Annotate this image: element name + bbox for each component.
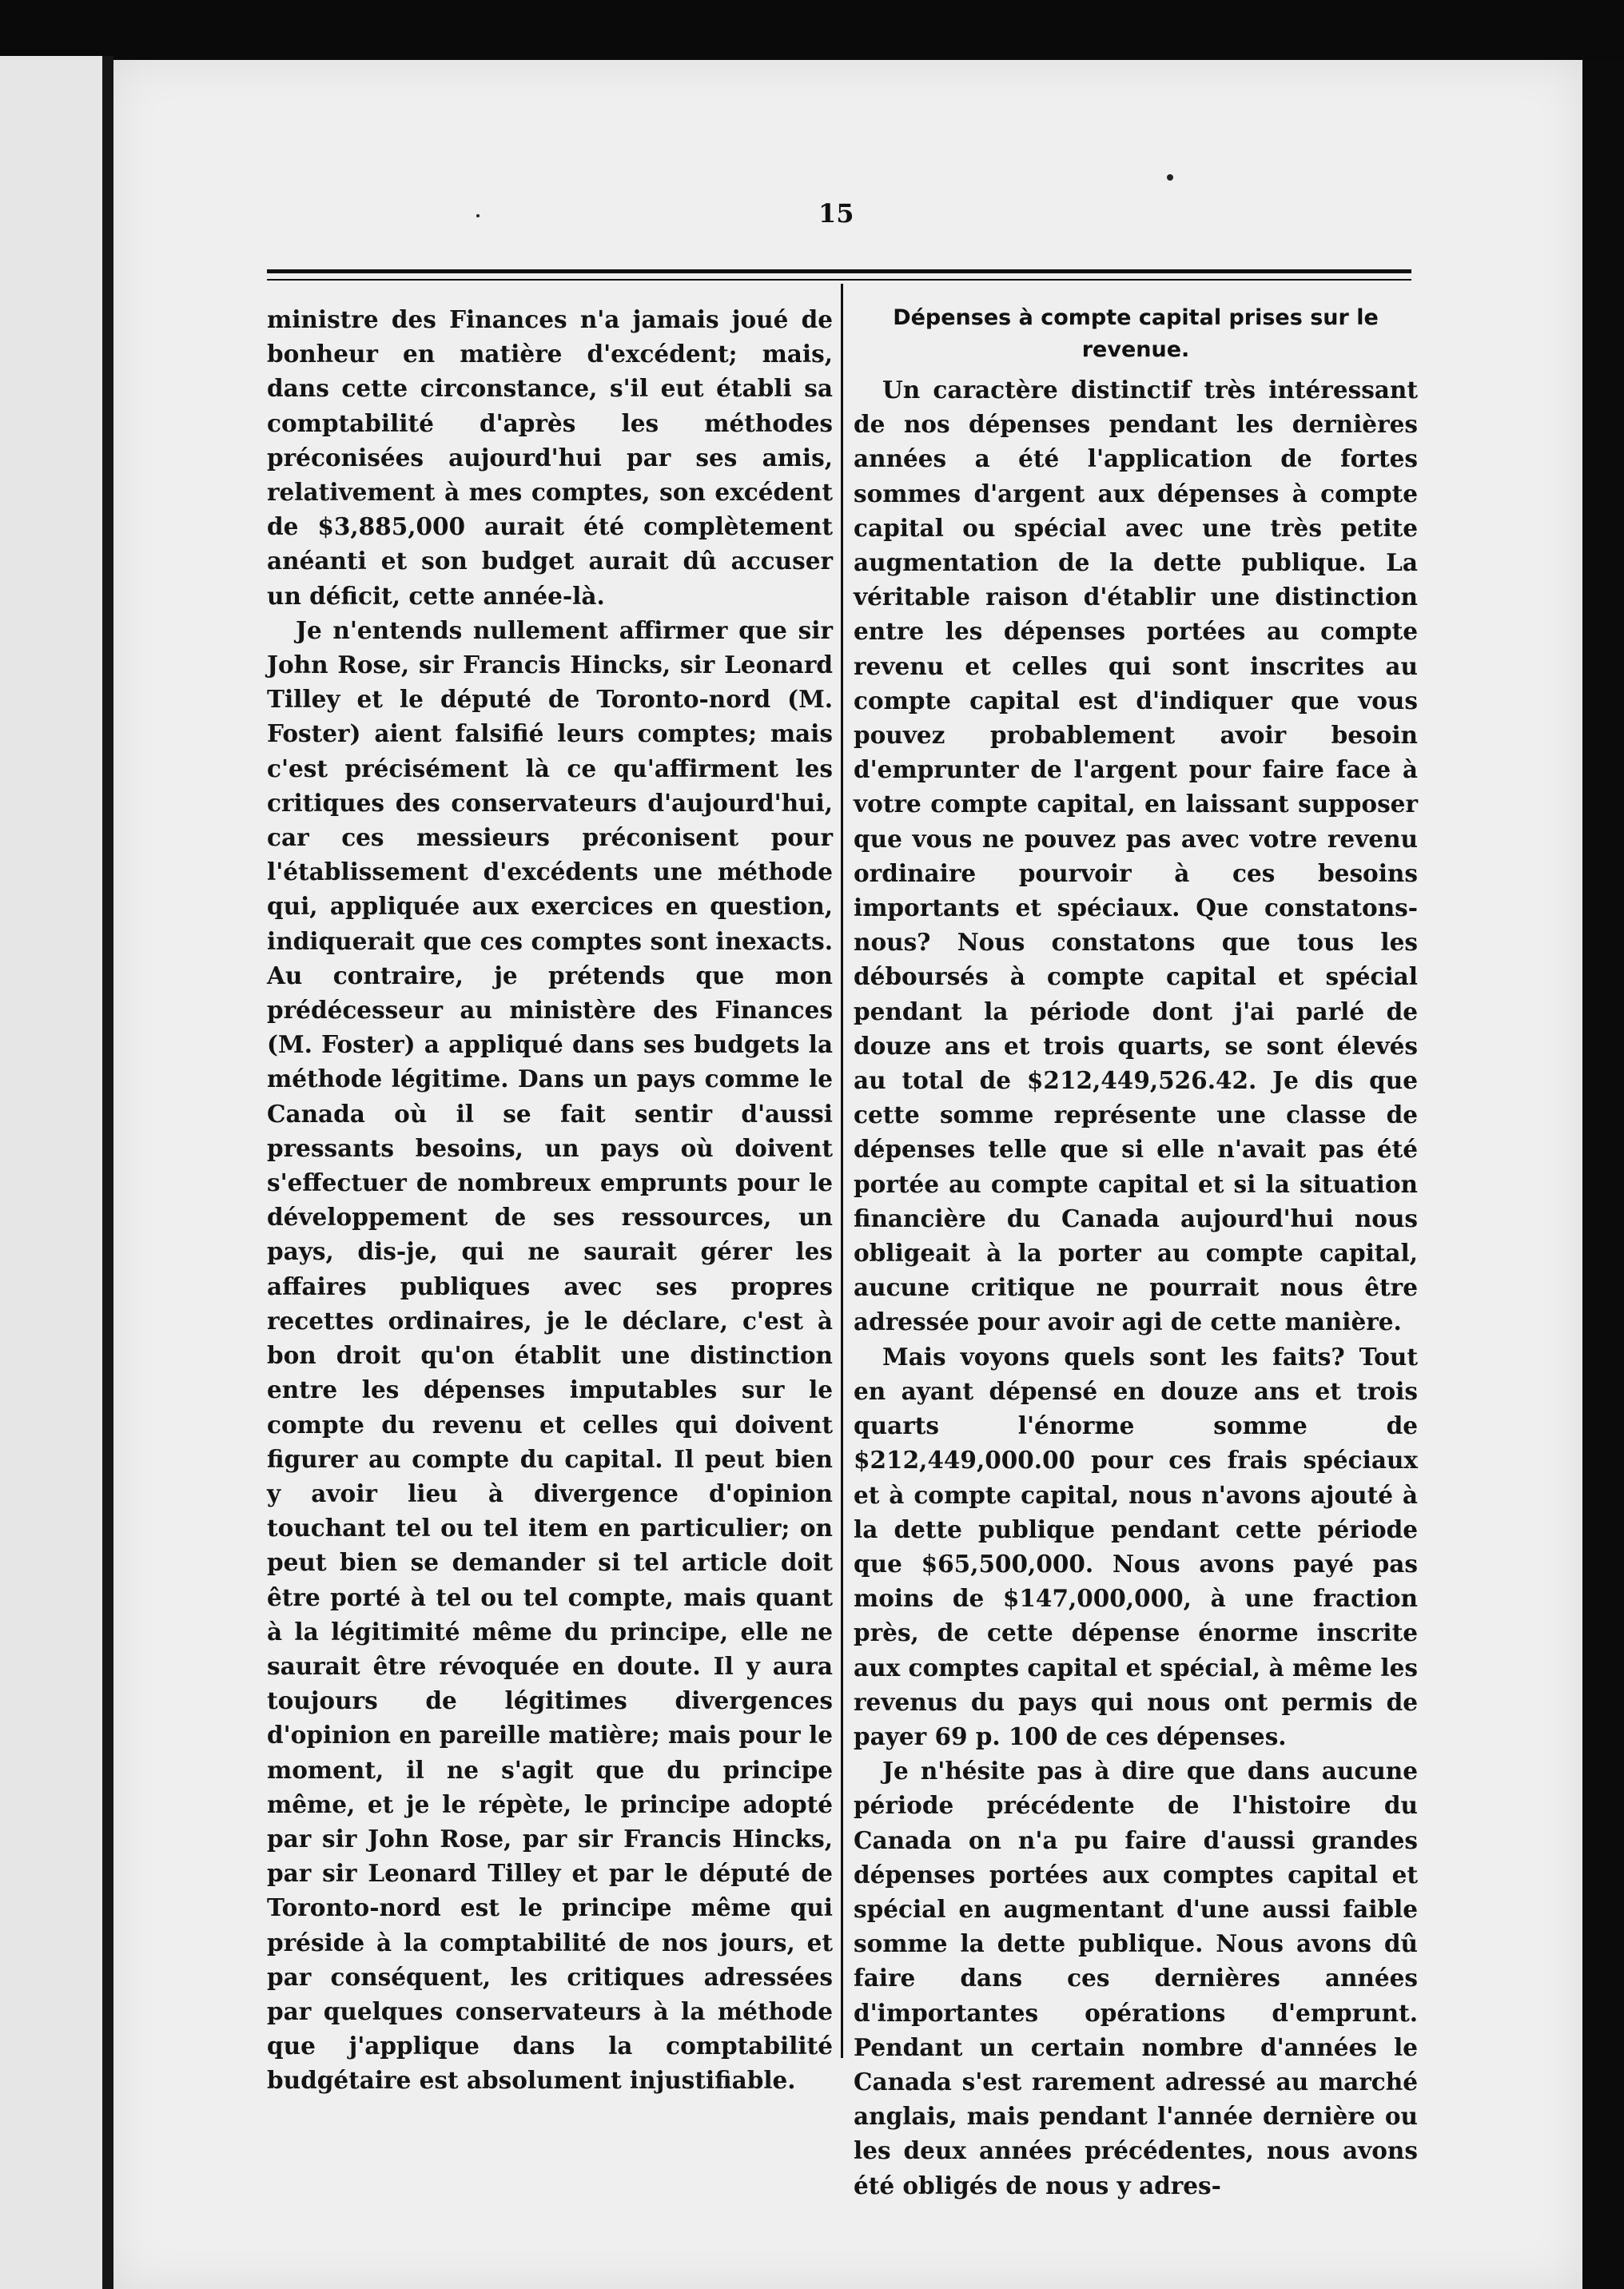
column-divider [841,284,843,2058]
page-gutter-shadow [102,56,113,2289]
speck-mark [1167,174,1173,181]
paragraph: Je n'entends nullement affirmer que sir John Rose, sir Francis Hincks, sir Leonard Tilley et le député de Toronto-nord (M. Foster) aient falsifié leurs comptes; mais c'est précisément là ce qu'affirment les critiques des conservateurs d'aujourd'hui, car ces messieurs préconisent pour l'établissement d'excédents une méthode qui, appliquée aux exercices en question, indiquerait que ces comptes sont inexacts. Au contraire, je prétends que mon prédécesseur au ministère des Finances (M. Foster) a appliqué dans ses budgets la méthode légitime. Dans un pays comme le Canada où il se fait sentir d'aussi pressants besoins, un pays où doivent s'effectuer de nombreux emprunts pour le développement de ses ressources, un pays, dis-je, qui ne saurait gérer les affaires publiques avec ses propres recettes ordinaires, je le déclare, c'est à bon droit qu'on établit une distinction entre les dépenses imputables sur le compte du revenu et celles qui doivent figurer au compte du capital. Il peut bien y avoir lieu à divergence d'opinion touchant tel ou tel item en particulier; on peut bien se demander si tel article doit être porté à tel ou tel compte, mais quant à la légitimité même du principe, elle ne saurait être révoquée en doute. Il y aura toujours de légitimes divergences d'opinion en pareille matière; mais pour le moment, il ne s'agit que du principe même, et je le répète, le principe adopté par sir John Rose, par sir Francis Hincks, par sir Leonard Tilley et par le député de Toronto-nord est le principe même qui préside à la comptabilité de nos jours, et par conséquent, les critiques adressées par quelques conservateurs à la méthode que j'applique dans la comptabilité budgétaire est absolument injustifiable. [267,615,833,2095]
page-number: 15 [818,198,854,229]
paragraph: Je n'hésite pas à dire que dans aucune période précédente de l'histoire du Canada on n'a pu faire d'aussi grandes dépenses portées aux comptes capital et spécial en augmentant d'une aussi faible somme la dette publique. Nous avons dû faire dans ces dernières années d'importantes opérations d'emprunt. Pendant un certain nombre d'années le Canada s'est rarement adressé au marché anglais, mais pendant l'année dernière ou les deux années précédentes, nous avons été obligés de nous y adres- [854,1757,1418,2199]
right-column [854,302,1418,2203]
scan-top-border [0,0,1624,60]
adjacent-page-edge [0,56,102,2289]
header-rule-top [267,269,1411,273]
section-heading: Dépenses à compte capital prises sur le revenue. [893,305,1379,362]
speck-mark [476,214,480,217]
paragraph: Mais voyons quels sont les faits? Tout en ayant dépensé en douze ans et trois quarts l'énorme somme de $212,449,000.00 pour ces frais spéciaux et à compte capital, nous n'avons ajouté à la dette publique pendant cette période que $65,500,000. Nous avons payé pas moins de $147,000,000, à une fraction près, de cette dépense énorme inscrite aux comptes capital et spécial, à même les revenus du pays qui nous ont permis de payer 69 p. 100 de ces dépenses. [854,1342,1418,1750]
header-rule-bottom [267,279,1411,281]
left-column [267,302,833,2098]
paragraph: ministre des Finances n'a jamais joué de bonheur en matière d'excédent; mais, dans cette circonstance, s'il eut établi sa comptabilité d'après les méthodes préconisées aujourd'hui par ses amis, relativement à mes comptes, son excédent de $3,885,000 aurait été complètement anéanti et son budget aurait dû accuser un déficit, cette année-là. [267,305,833,610]
paragraph: Un caractère distinctif très intéressant de nos dépenses pendant les dernières années a été l'application de fortes sommes d'argent aux dépenses à compte capital ou spécial avec une très petite augmentation de la dette publique. La véritable raison d'établir une distinction entre les dépenses portées au compte revenu et celles qui sont inscrites au compte capital est d'indiquer que vous pouvez probablement avoir besoin d'emprunter de l'argent pour faire face à votre compte capital, en laissant supposer que vous ne pouvez pas avec votre revenu ordinaire pourvoir à ces besoins importants et spéciaux. Que constatons-nous? Nous constatons que tous les déboursés à compte capital et spécial pendant la période dont j'ai parlé de douze ans et trois quarts, se sont élevés au total de $212,449,526.42. Je dis que cette somme représente une classe de dépenses telle que si elle n'avait pas été portée au compte capital et si la situation financière du Canada aujourd'hui nous obligeait à la porter au compte capital, aucune critique ne pourrait nous être adressée pour avoir agi de cette manière. [854,376,1418,1336]
